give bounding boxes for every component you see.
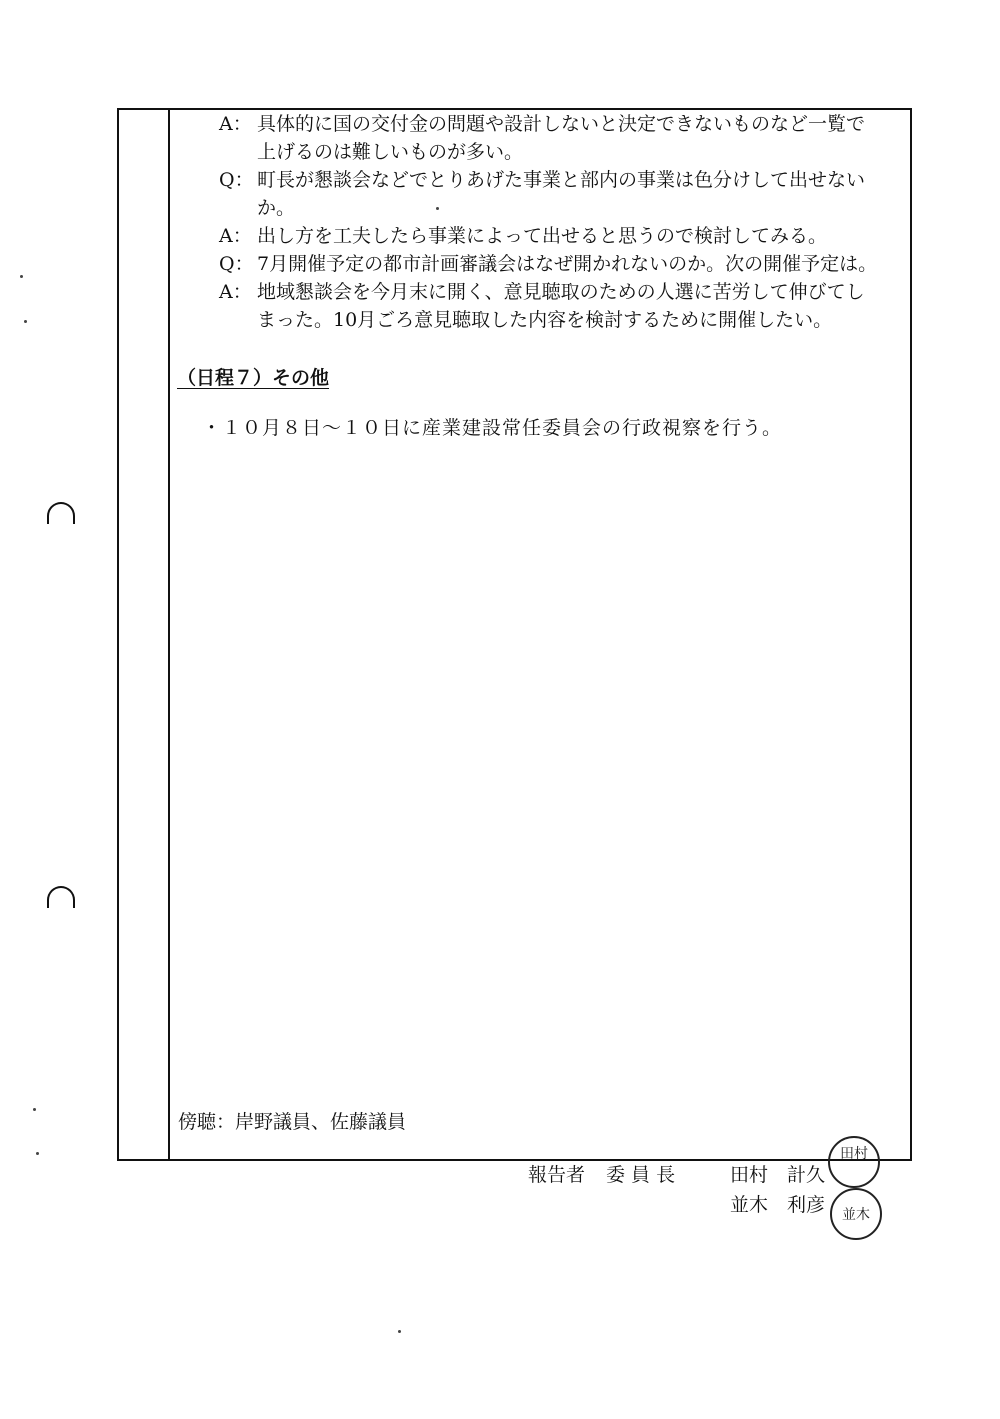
qa-line: 上げるのは難しいものが多い。 <box>257 141 524 163</box>
qa-item <box>177 250 907 278</box>
seal-text: 田村 <box>840 1146 868 1162</box>
note-line: ・１０月８日～１０日に産業建設常任委員会の行政視察を行う。 <box>202 417 783 439</box>
binder-hole <box>47 886 75 908</box>
reporter-name-2: 並木 利彦 <box>730 1194 826 1216</box>
qa-line: 具体的に国の交付金の問題や設計しないと決定できないものなど一覧で <box>257 113 866 135</box>
qa-mark: A： <box>219 225 252 247</box>
reporter-name-1: 田村 計久 <box>730 1164 826 1186</box>
scan-speck <box>398 1330 401 1333</box>
qa-mark: Q： <box>219 253 254 275</box>
reporter-role: 委 員 長 <box>606 1164 676 1186</box>
qa-item <box>177 166 907 222</box>
section-title: （日程７）その他 <box>177 367 330 389</box>
qa-line: まった。10月ごろ意見聴取した内容を検討するために開催したい。 <box>257 309 833 331</box>
qa-mark: A： <box>219 113 252 135</box>
seal-stamp <box>828 1186 884 1242</box>
frame-column-divider <box>168 110 170 1159</box>
seal-text: 並木 <box>842 1207 870 1223</box>
qa-line: か。 <box>257 197 296 219</box>
qa-mark: A： <box>219 281 252 303</box>
scan-speck <box>436 207 439 210</box>
qa-item <box>177 110 907 166</box>
qa-line: 7月開催予定の都市計画審議会はなぜ開かれないのか。次の開催予定は。 <box>257 253 878 275</box>
seal-stamp <box>826 1134 882 1190</box>
scan-speck <box>24 320 27 323</box>
qa-item <box>177 222 907 250</box>
minutes-content <box>177 110 907 442</box>
audience-line: 傍聴：岸野議員、佐藤議員 <box>178 1111 407 1133</box>
scan-speck <box>33 1108 36 1111</box>
qa-line: 地域懇談会を今月末に開く、意見聴取のための人選に苦労して伸びてし <box>257 281 865 303</box>
binder-hole <box>47 502 75 524</box>
qa-line: 出し方を工夫したら事業によって出せると思うので検討してみる。 <box>257 225 828 247</box>
qa-mark: Q： <box>219 169 254 191</box>
scan-speck <box>36 1152 39 1155</box>
qa-line: 町長が懇談会などでとりあげた事業と部内の事業は色分けして出せない <box>257 169 866 191</box>
reporter-label: 報告者 <box>528 1164 586 1186</box>
qa-item <box>177 278 907 334</box>
scan-speck <box>20 275 23 278</box>
